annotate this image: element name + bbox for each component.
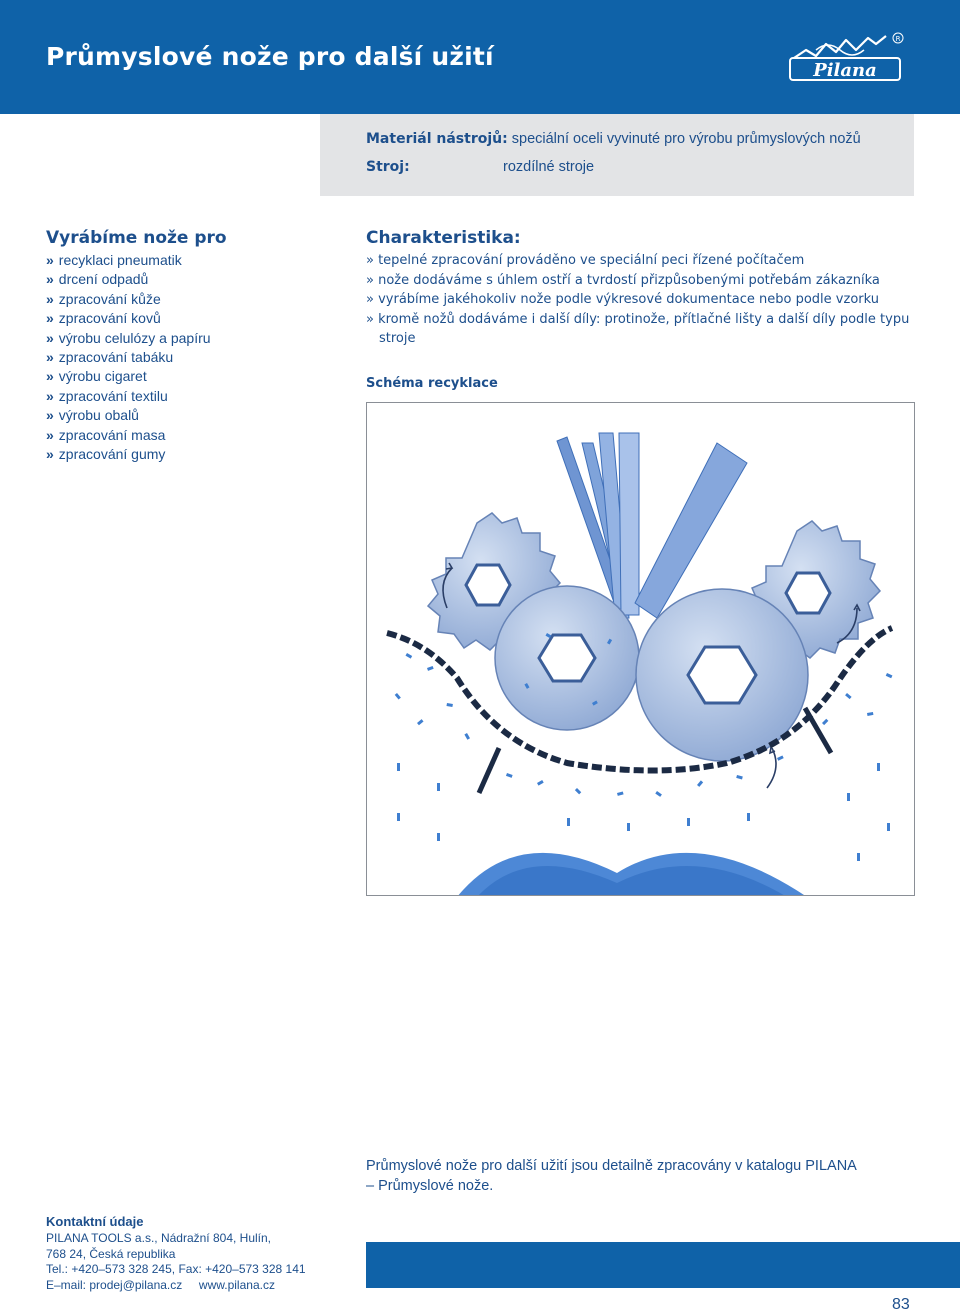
list-item: » vyrábíme jakéhokoliv nože podle výkresové dokumentace nebo podle vzorku xyxy=(366,292,879,307)
shredder-diagram xyxy=(367,403,915,896)
characteristics-section xyxy=(366,228,914,349)
contact-email-web: E–mail: prodej@pilana.cz www.pilana.cz xyxy=(46,1277,275,1292)
chip-piles xyxy=(457,853,807,896)
list-item: » drcení odpadů xyxy=(46,271,149,288)
list-item: » zpracování textilu xyxy=(46,387,168,404)
page-title: Průmyslové nože pro další užití xyxy=(46,42,494,71)
page-number: 83 xyxy=(892,1296,910,1313)
pilana-logo xyxy=(786,28,906,88)
list-item: » zpracování kovů xyxy=(46,310,161,327)
catalog-note: Průmyslové nože pro další užití jsou detailně zpracovány v katalogu PILANA – Průmyslové nože. xyxy=(366,1158,857,1194)
list-item: » zpracování kůže xyxy=(46,290,161,307)
list-item: » výrobu obalů xyxy=(46,407,139,424)
contact-section xyxy=(46,1214,346,1293)
logo-text: Pilana xyxy=(813,60,877,81)
middle-disc-cutter xyxy=(495,586,639,730)
produce-title: Vyrábíme nože pro xyxy=(46,228,227,248)
page-header xyxy=(0,0,960,114)
characteristics-list xyxy=(366,251,914,349)
list-item: » tepelné zpracování prováděno ve speciální peci řízené počítačem xyxy=(366,253,805,268)
contact-postcode: 768 24, Česká republika xyxy=(46,1246,176,1261)
machine-row xyxy=(366,159,595,175)
list-item: » zpracování masa xyxy=(46,426,166,443)
list-item: » výrobu cigaret xyxy=(46,368,147,385)
list-item: » kromě nožů dodáváme i další díly: protinože, přítlačné lišty a další díly podle typu stroje xyxy=(366,311,910,346)
produce-list xyxy=(46,251,336,464)
machine-label: Stroj: xyxy=(366,159,410,175)
list-item: » nože dodáváme s úhlem ostří a tvrdostí přizpůsobenými potřebám zákazníka xyxy=(366,272,880,288)
info-panel xyxy=(320,114,914,196)
material-label: Materiál nástrojů: xyxy=(366,131,508,147)
produce-section xyxy=(46,228,336,464)
list-item: » zpracování tabáku xyxy=(46,349,174,366)
scheme-title: Schéma recyklace xyxy=(366,376,498,391)
contact-title: Kontaktní údaje xyxy=(46,1214,144,1229)
characteristics-title: Charakteristika: xyxy=(366,228,521,248)
list-item: » recyklaci pneumatik xyxy=(46,252,182,268)
material-row xyxy=(366,131,861,147)
machine-value: rozdílné stroje xyxy=(503,159,595,175)
contact-address: PILANA TOOLS a.s., Nádražní 804, Hulín, xyxy=(46,1231,272,1245)
list-item: » výrobu celulózy a papíru xyxy=(46,329,211,346)
list-item: » zpracování gumy xyxy=(46,446,166,463)
footer-bar xyxy=(366,1242,960,1288)
material-value: speciální oceli vyvinuté pro výrobu průmyslových nožů xyxy=(511,131,861,147)
recycling-scheme-illustration xyxy=(366,402,915,896)
contact-phone: Tel.: +420–573 328 245, Fax: +420–573 328 141 xyxy=(46,1262,306,1277)
registered-mark: R xyxy=(895,35,901,43)
